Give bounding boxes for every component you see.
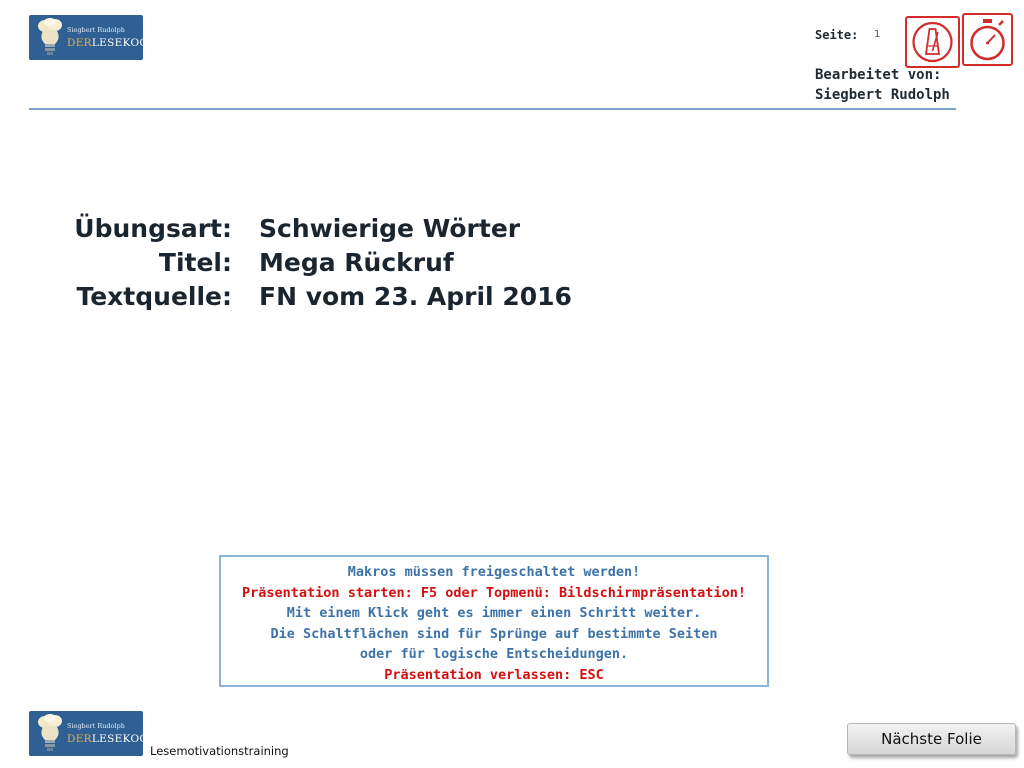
next-slide-button[interactable]: Nächste Folie [847,723,1016,755]
stopwatch-button[interactable] [962,13,1013,66]
instruction-start: Präsentation starten: F5 oder Topmenü: Bildschirmpräsentation! [242,584,746,601]
metronome-icon [907,18,958,66]
logo-header [29,15,158,60]
text-source-value: FN vom 23. April 2016 [259,282,572,311]
title-label: Titel: [158,248,232,277]
stopwatch-icon [964,15,1011,64]
text-source-label: Textquelle: [76,282,232,311]
logo-brand-main: LESEKOCH [91,37,158,49]
instruction-click: Mit einem Klick geht es immer einen Schritt weiter. [286,605,702,621]
header-divider [29,108,956,110]
instruction-buttons: Die Schaltflächen sind für Sprünge auf bestimmte Seiten [270,625,718,642]
logo-author: Siegbert Rudolph [67,26,125,34]
exercise-type-label: Übungsart: [74,214,232,243]
logo-brand-main: LESEKOCH [91,733,158,745]
title-value: Mega Rückruf [259,248,454,277]
page-number: 1 [874,29,881,40]
page-label: Seite: [815,28,859,42]
instructions-box [219,555,769,687]
editor-name: Siegbert Rudolph [815,87,950,103]
footer-label: Lesemotivationstraining [150,744,289,758]
instruction-logic: oder für logische Entscheidungen. [359,646,629,662]
lightbulb-chef-icon [33,714,67,754]
logo-footer [29,711,158,756]
logo-brand-prefix: DER [67,37,92,49]
exercise-type-value: Schwierige Wörter [259,214,521,243]
edited-by-label: Bearbeitet von: [815,67,942,83]
logo-brand [67,37,157,49]
instruction-exit: Präsentation verlassen: ESC [384,666,604,683]
instruction-macros: Makros müssen freigeschaltet werden! [347,564,641,580]
logo-author: Siegbert Rudolph [67,722,125,730]
metronome-button[interactable] [905,16,960,68]
logo-brand-prefix: DER [67,733,92,745]
lightbulb-chef-icon [33,18,67,58]
logo-brand [67,733,157,745]
